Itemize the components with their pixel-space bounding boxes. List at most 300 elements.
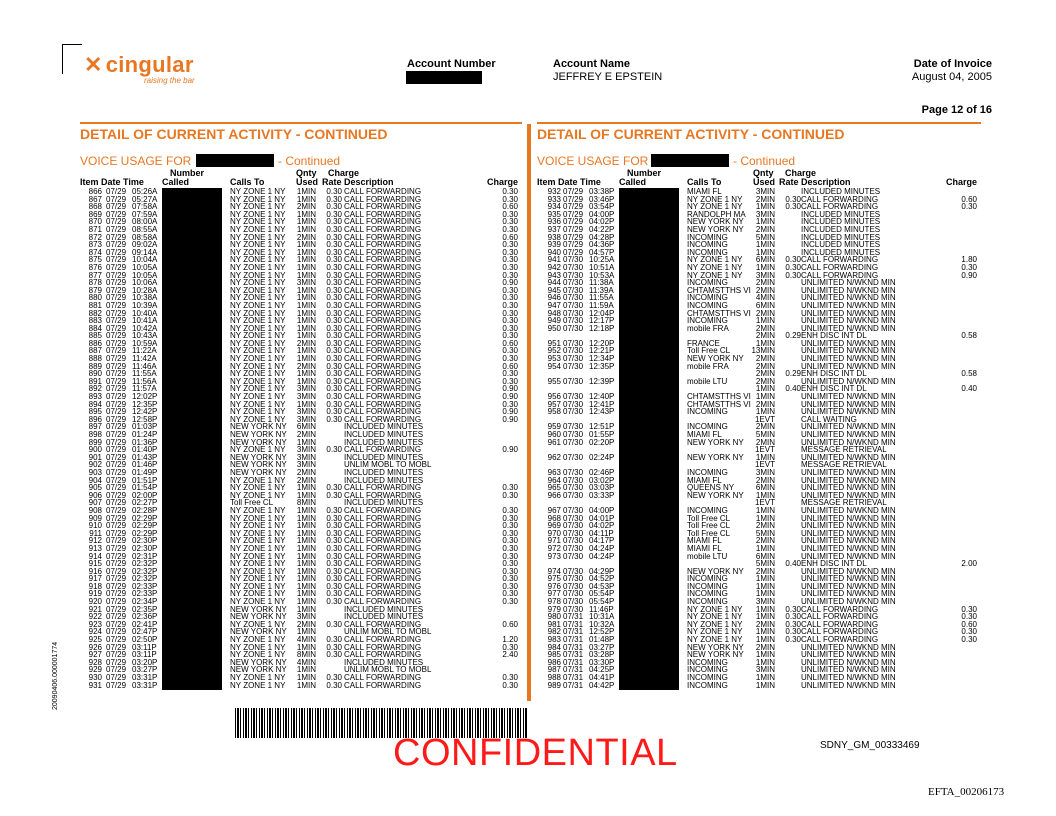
charge: 0.30 <box>502 323 518 333</box>
quantity-used: 1MIN <box>296 308 316 318</box>
item-number: 934 <box>547 202 561 212</box>
rate: 0.30 <box>326 513 342 523</box>
call-time: 04:25P <box>589 665 615 675</box>
col-header-used: Used <box>753 177 776 187</box>
quantity-used: 1MIN <box>755 513 775 523</box>
quantity-used: 1MIN <box>755 316 775 326</box>
item-number: 916 <box>88 566 102 576</box>
quantity-used: 2MIN <box>755 642 775 652</box>
call-date: 07/29 <box>106 384 127 394</box>
calls-to: NY ZONE 1 NY <box>687 202 743 212</box>
description: UNLIMITED N/WKND MIN <box>801 536 896 546</box>
call-date: 07/29 <box>106 270 127 280</box>
description: CALL WAITING <box>801 414 857 424</box>
call-date: 07/29 <box>563 209 584 219</box>
col-header-qnty: Qnty <box>296 168 317 178</box>
call-time: 02:29P <box>132 521 158 531</box>
item-number: 950 <box>547 323 561 333</box>
quantity-used: 1MIN <box>755 543 775 553</box>
call-time: 08:55A <box>132 224 158 234</box>
item-number: 911 <box>89 528 102 538</box>
quantity-used: 3MIN <box>755 665 775 675</box>
call-date: 07/30 <box>563 422 584 432</box>
calls-to: NY ZONE 1 NY <box>230 316 286 326</box>
calls-to: NY ZONE 1 NY <box>230 376 286 386</box>
description: UNLIM MOBL TO MOBL <box>344 665 432 675</box>
calls-to: NEW YORK NY <box>230 437 287 447</box>
description: CALL FORWARDING <box>344 316 422 326</box>
item-number: 980 <box>547 612 561 622</box>
item-number: 901 <box>88 452 102 462</box>
quantity-used: 3MIN <box>755 209 775 219</box>
call-date: 07/30 <box>563 316 584 326</box>
call-date: 07/30 <box>563 392 584 402</box>
item-number: 912 <box>88 536 102 546</box>
call-time: 04:01P <box>589 513 615 523</box>
call-date: 07/30 <box>563 437 584 447</box>
quantity-used: 3MIN <box>755 270 775 280</box>
description: INCLUDED MINUTES <box>344 437 424 447</box>
call-date: 07/29 <box>106 430 127 439</box>
quantity-used: 1MIN <box>296 437 316 447</box>
call-time: 09:02A <box>132 240 158 250</box>
item-number: 989 <box>547 680 561 690</box>
call-time: 10:51A <box>589 262 615 272</box>
call-time: 11:22A <box>132 346 157 356</box>
quantity-used: 3MIN <box>296 407 316 417</box>
quantity-used: 2MIN <box>755 399 775 409</box>
item-number: 986 <box>547 657 561 667</box>
call-time: 01:43P <box>132 452 158 462</box>
description: UNLIMITED N/WKND MIN <box>801 323 896 333</box>
description: UNLIMITED N/WKND MIN <box>801 376 896 386</box>
call-time: 12:34P <box>589 354 615 364</box>
item-number: 968 <box>547 513 561 523</box>
call-time: 10:59A <box>132 338 158 348</box>
call-date: 07/29 <box>106 475 127 485</box>
item-number: 927 <box>88 650 102 660</box>
call-date: 07/29 <box>106 642 127 652</box>
description: CALL FORWARDING <box>801 270 879 280</box>
item-number: 979 <box>547 604 561 614</box>
calls-to: MIAMI FL <box>687 430 722 439</box>
calls-to: NEW YORK NY <box>230 627 287 637</box>
quantity-used: 1MIN <box>755 490 775 500</box>
quantity-used: 1MIN <box>755 627 775 637</box>
calls-to: CHTAMSTTHS VI <box>687 399 751 409</box>
quantity-used: 8MIN <box>296 498 316 508</box>
charge: 0.30 <box>502 285 518 295</box>
calls-to: NY ZONE 1 NY <box>230 475 286 485</box>
call-time: 03:31P <box>132 680 158 690</box>
quantity-used: 2MIN <box>755 437 775 447</box>
item-number: 967 <box>547 505 561 515</box>
quantity-used: 3MIN <box>296 392 316 402</box>
call-time: 03:38P <box>589 187 615 196</box>
brand-tagline: raising the bar <box>144 76 195 85</box>
call-time: 10:42A <box>132 323 158 333</box>
calls-to: NEW YORK NY <box>230 460 287 470</box>
item-number: 977 <box>547 589 561 599</box>
voice-usage-suffix: - Continued <box>733 154 796 168</box>
rate: 0.30 <box>326 589 342 599</box>
call-date: 07/29 <box>106 528 127 538</box>
charge: 0.30 <box>502 597 518 607</box>
call-date: 07/29 <box>106 399 127 409</box>
description: CALL FORWARDING <box>344 354 422 364</box>
calls-to: NY ZONE 1 NY <box>230 270 286 280</box>
calls-to: NEW YORK NY <box>687 642 744 652</box>
quantity-used: 1MIN <box>296 255 316 265</box>
charge: 0.30 <box>502 293 518 303</box>
description: CALL FORWARDING <box>344 642 422 652</box>
voice-usage-heading <box>80 154 522 168</box>
call-time: 08:00A <box>132 217 158 227</box>
description: CALL FORWARDING <box>344 574 422 584</box>
description: CALL FORWARDING <box>801 627 879 637</box>
description: UNLIMITED N/WKND MIN <box>801 589 896 599</box>
call-time: 10:40A <box>132 308 158 318</box>
item-number: 896 <box>88 414 102 424</box>
item-number: 899 <box>88 437 102 447</box>
rate: 0.30 <box>326 407 342 417</box>
left-column <box>80 122 522 689</box>
rate: 0.30 <box>326 308 342 318</box>
calls-to: NY ZONE 1 NY <box>687 627 743 637</box>
calls-to: NY ZONE 1 NY <box>230 597 286 607</box>
call-time: 02:30P <box>132 536 158 546</box>
call-time: 11:42A <box>132 354 157 364</box>
calls-to: INCOMING <box>687 589 728 599</box>
quantity-used: 1MIN <box>296 627 316 637</box>
item-number: 874 <box>88 247 102 257</box>
description: CALL FORWARDING <box>344 619 422 629</box>
call-time: 03:02P <box>589 475 615 485</box>
call-time: 02:32P <box>132 566 158 576</box>
item-number: 982 <box>547 627 561 637</box>
description: CALL FORWARDING <box>344 202 422 212</box>
description: ENH DISC INT DL <box>801 384 867 394</box>
description: CALL FORWARDING <box>344 589 422 599</box>
call-time: 10:38A <box>132 293 158 303</box>
item-number: 938 <box>547 232 561 242</box>
charge: 0.58 <box>961 331 977 341</box>
calls-to: NY ZONE 1 NY <box>230 407 286 417</box>
call-date: 07/30 <box>563 581 584 591</box>
description: UNLIMITED N/WKND MIN <box>801 657 896 667</box>
calls-to: mobile FRA <box>687 361 729 371</box>
call-time: 04:00P <box>589 209 615 219</box>
quantity-used: 1MIN <box>296 597 316 607</box>
rate: 0.30 <box>326 278 342 288</box>
item-number: 868 <box>88 202 102 212</box>
item-number: 973 <box>547 551 561 561</box>
call-time: 01:40P <box>132 445 158 455</box>
charge: 0.90 <box>502 407 518 417</box>
description: CALL FORWARDING <box>801 194 879 204</box>
description: CALL FORWARDING <box>344 300 422 310</box>
rate: 0.30 <box>326 536 342 546</box>
item-number: 971 <box>547 536 561 546</box>
rate: 0.30 <box>326 270 342 280</box>
description: UNLIMITED N/WKND MIN <box>801 437 896 447</box>
calls-to: NY ZONE 1 NY <box>230 521 286 531</box>
rate: 0.30 <box>326 202 342 212</box>
calls-to: NEW YORK NY <box>230 430 287 439</box>
calls-to: Toll Free CL <box>687 521 731 531</box>
quantity-used: 3MIN <box>755 597 775 607</box>
calls-to: NY ZONE 1 NY <box>230 278 286 288</box>
call-date: 07/29 <box>106 422 127 432</box>
description: UNLIMITED N/WKND MIN <box>801 354 896 364</box>
item-number: 941 <box>547 255 561 265</box>
redacted-account-number <box>406 71 482 84</box>
call-date: 07/29 <box>106 680 127 690</box>
call-date: 07/29 <box>106 240 127 250</box>
call-time: 05:26A <box>132 187 158 196</box>
call-time: 11:38A <box>589 278 614 288</box>
call-date: 07/30 <box>563 262 584 272</box>
item-number: 889 <box>88 361 102 371</box>
description: UNLIMITED N/WKND MIN <box>801 566 896 576</box>
description: UNLIMITED N/WKND MIN <box>801 430 896 439</box>
quantity-used: 1MIN <box>755 217 775 227</box>
item-number: 902 <box>88 460 102 470</box>
calls-to: NEW YORK NY <box>230 452 287 462</box>
description: UNLIM MOBL TO MOBL <box>344 627 432 637</box>
call-date: 07/30 <box>563 452 584 462</box>
call-time: 01:24P <box>132 430 158 439</box>
description: INCLUDED MINUTES <box>344 422 424 432</box>
item-number: 935 <box>547 209 561 219</box>
call-time: 11:56A <box>132 376 157 386</box>
call-time: 12:39P <box>589 376 615 386</box>
calls-to: CHTAMSTTHS VI <box>687 392 751 402</box>
call-date: 07/30 <box>563 521 584 531</box>
redacted-name <box>651 154 729 167</box>
call-time: 07:59A <box>132 209 158 219</box>
item-number: 883 <box>88 316 102 326</box>
rate: 0.30 <box>326 209 342 219</box>
description: UNLIMITED N/WKND MIN <box>801 300 896 310</box>
side-code: 20090406.000001774 <box>52 641 59 710</box>
quantity-used: 2MIN <box>296 475 316 485</box>
col-header-charge: Charge <box>486 177 518 187</box>
quantity-used: 1MIN <box>296 293 316 303</box>
call-time: 11:55A <box>589 293 614 303</box>
charge: 0.90 <box>961 270 977 280</box>
description: CALL FORWARDING <box>344 247 422 257</box>
item-number: 908 <box>88 505 102 515</box>
call-time: 10:53A <box>589 270 615 280</box>
call-time: 03:30P <box>589 657 615 667</box>
description: UNLIMITED N/WKND MIN <box>801 316 896 326</box>
item-number: 894 <box>88 399 102 409</box>
call-time: 05:54P <box>589 589 615 599</box>
call-time: 03:11P <box>132 642 157 652</box>
section-title: DETAIL OF CURRENT ACTIVITY - CONTINUED <box>537 122 981 144</box>
quantity-used: 1MIN <box>755 407 775 417</box>
quantity-used: 2MIN <box>755 369 775 379</box>
page-number: Page 12 of 16 <box>921 104 992 116</box>
col-header-number: Number <box>627 168 662 178</box>
calls-to: NY ZONE 1 NY <box>230 551 286 561</box>
item-number: 948 <box>547 308 561 318</box>
rate: 0.30 <box>326 528 342 538</box>
item-number: 958 <box>547 407 561 417</box>
charge: 0.30 <box>502 262 518 272</box>
item-number: 970 <box>547 528 561 538</box>
item-number: 866 <box>88 187 102 196</box>
description: INCLUDED MINUTES <box>344 452 424 462</box>
call-time: 03:46P <box>589 194 615 204</box>
call-date: 07/30 <box>563 407 584 417</box>
quantity-used: 1MIN <box>296 270 316 280</box>
call-time: 12:02P <box>132 392 158 402</box>
calls-to: NEW YORK NY <box>687 566 744 576</box>
calls-to: MIAMI FL <box>687 475 722 485</box>
calls-to: mobile FRA <box>687 323 729 333</box>
usage-table <box>80 188 522 689</box>
rate: 0.30 <box>326 483 342 493</box>
call-time: 10:04A <box>132 255 158 265</box>
call-date: 07/29 <box>106 543 127 553</box>
call-date: 07/31 <box>563 619 584 629</box>
rate: 0.30 <box>326 635 342 645</box>
description: CALL FORWARDING <box>344 209 422 219</box>
description: UNLIMITED N/WKND MIN <box>801 521 896 531</box>
charge: 0.30 <box>502 505 518 515</box>
quantity-used: 1MIN <box>755 262 775 272</box>
description: CALL FORWARDING <box>344 543 422 553</box>
charge: 0.30 <box>502 224 518 234</box>
calls-to: NY ZONE 1 NY <box>230 202 286 212</box>
call-date: 07/30 <box>563 399 584 409</box>
item-number: 898 <box>88 430 102 439</box>
calls-to: NEW YORK NY <box>230 604 287 614</box>
quantity-used: 6MIN <box>755 300 775 310</box>
description: CALL FORWARDING <box>801 202 879 212</box>
quantity-used: 1MIN <box>755 247 775 257</box>
call-time: 02:35P <box>132 604 158 614</box>
call-date: 07/30 <box>563 536 584 546</box>
call-date: 07/30 <box>563 543 584 553</box>
charge: 0.60 <box>502 338 518 348</box>
calls-to: INCOMING <box>687 665 728 675</box>
calls-to: INCOMING <box>687 293 728 303</box>
rate: 0.30 <box>785 635 801 645</box>
item-number: 925 <box>88 635 102 645</box>
quantity-used: 2MIN <box>755 521 775 531</box>
call-time: 12:20P <box>589 338 615 348</box>
call-date: 07/30 <box>563 551 584 561</box>
calls-to: NY ZONE 1 NY <box>230 650 286 660</box>
col-header-item: Item Date Time <box>80 177 144 187</box>
call-date: 07/30 <box>563 574 584 584</box>
quantity-used: 2MIN <box>755 354 775 364</box>
quantity-used: 13MIN <box>751 346 775 356</box>
calls-to: NY ZONE 1 NY <box>230 680 286 690</box>
description: CALL FORWARDING <box>801 619 879 629</box>
call-time: 03:11P <box>132 650 157 660</box>
call-time: 01:51P <box>132 475 158 485</box>
description: CALL FORWARDING <box>344 483 422 493</box>
description: CALL FORWARDING <box>344 407 422 417</box>
description: UNLIMITED N/WKND MIN <box>801 475 896 485</box>
description: UNLIMITED N/WKND MIN <box>801 650 896 660</box>
quantity-used: 1MIN <box>296 566 316 576</box>
item-number: 983 <box>547 635 561 645</box>
account-name: JEFFREY E EPSTEIN <box>553 71 663 83</box>
quantity-used: 1MIN <box>296 399 316 409</box>
call-time: 04:22P <box>589 224 615 234</box>
charge: 0.30 <box>961 202 977 212</box>
quantity-used: 1MIN <box>296 574 316 584</box>
call-date: 07/31 <box>563 680 584 690</box>
quantity-used: 1MIN <box>296 217 316 227</box>
rate: 0.30 <box>326 559 342 569</box>
description: INCLUDED MINUTES <box>801 224 881 234</box>
quantity-used: 2MIN <box>296 232 316 242</box>
call-date: 07/29 <box>106 414 127 424</box>
description: UNLIMITED N/WKND MIN <box>801 467 896 477</box>
item-number: 910 <box>88 521 102 531</box>
calls-to: mobile LTU <box>687 551 728 561</box>
description: UNLIMITED N/WKND MIN <box>801 308 896 318</box>
redacted-name <box>196 154 274 167</box>
description: CALL FORWARDING <box>344 521 422 531</box>
rate: 0.29 <box>785 331 801 341</box>
rate: 0.30 <box>326 543 342 553</box>
description: INCLUDED MINUTES <box>801 217 881 227</box>
item-number: 974 <box>547 566 561 576</box>
description: UNLIMITED N/WKND MIN <box>801 490 896 500</box>
item-number: 945 <box>547 285 561 295</box>
item-number: 975 <box>547 574 561 584</box>
call-time: 04:52P <box>589 574 615 584</box>
redacted-numbers-block <box>162 188 222 690</box>
call-time: 02:28P <box>132 505 158 515</box>
quantity-used: 1MIN <box>296 559 316 569</box>
call-date: 07/29 <box>106 521 127 531</box>
quantity-used: 6MIN <box>755 551 775 561</box>
description: INCLUDED MINUTES <box>801 232 881 242</box>
description: CALL FORWARDING <box>801 262 879 272</box>
item-number: 964 <box>547 475 561 485</box>
rate: 0.30 <box>326 369 342 379</box>
description: CALL FORWARDING <box>344 293 422 303</box>
item-number: 870 <box>88 217 102 227</box>
description: INCLUDED MINUTES <box>801 187 881 196</box>
call-time: 04:53P <box>589 581 615 591</box>
description: CALL FORWARDING <box>344 680 422 690</box>
call-time: 07:58A <box>132 202 158 212</box>
call-date: 07/29 <box>106 354 127 364</box>
description: MESSAGE RETRIEVAL <box>801 460 887 470</box>
quantity-used: 1MIN <box>755 680 775 690</box>
rate: 0.30 <box>326 574 342 584</box>
quantity-used: 1MIN <box>296 224 316 234</box>
description: UNLIMITED N/WKND MIN <box>801 338 896 348</box>
rate: 0.30 <box>326 642 342 652</box>
quantity-used: 2MIN <box>755 566 775 576</box>
call-date: 07/29 <box>106 187 127 196</box>
call-date: 07/29 <box>106 657 127 667</box>
quantity-used: 1MIN <box>296 346 316 356</box>
description: UNLIMITED N/WKND MIN <box>801 597 896 607</box>
call-time: 05:54P <box>589 597 615 607</box>
quantity-used: 3MIN <box>755 187 775 196</box>
